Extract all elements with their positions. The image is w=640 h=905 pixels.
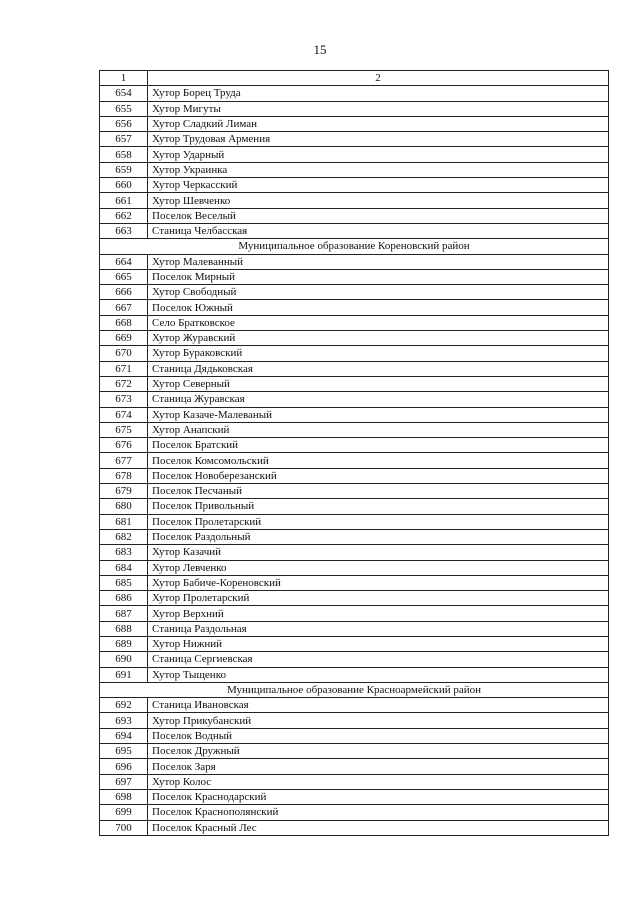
row-number: 683	[100, 545, 148, 560]
row-number: 655	[100, 101, 148, 116]
table-row	[100, 759, 609, 774]
row-number: 684	[100, 560, 148, 575]
table-row	[100, 193, 609, 208]
table-row	[100, 499, 609, 514]
settlement-name: Село Братковское	[148, 315, 609, 330]
table-row	[100, 529, 609, 544]
table-row	[100, 591, 609, 606]
row-number: 687	[100, 606, 148, 621]
row-number: 654	[100, 86, 148, 101]
settlement-name: Хутор Прикубанский	[148, 713, 609, 728]
row-number: 665	[100, 269, 148, 284]
row-number: 679	[100, 484, 148, 499]
row-number: 661	[100, 193, 148, 208]
table-row	[100, 774, 609, 789]
table-row	[100, 728, 609, 743]
settlement-name: Хутор Бабиче-Кореновский	[148, 575, 609, 590]
settlement-name: Хутор Ударный	[148, 147, 609, 162]
page-number: 15	[313, 42, 327, 57]
row-number: 698	[100, 789, 148, 804]
table-row	[100, 606, 609, 621]
settlement-name: Поселок Заря	[148, 759, 609, 774]
settlement-name: Хутор Казаче-Малеваный	[148, 407, 609, 422]
settlement-name: Хутор Нижний	[148, 636, 609, 651]
row-number: 700	[100, 820, 148, 835]
settlement-name: Хутор Казачий	[148, 545, 609, 560]
row-number: 671	[100, 361, 148, 376]
table-row	[100, 652, 609, 667]
table-row	[100, 789, 609, 804]
table-row	[100, 392, 609, 407]
row-number: 657	[100, 132, 148, 147]
row-number: 696	[100, 759, 148, 774]
table-row	[100, 254, 609, 269]
row-number: 685	[100, 575, 148, 590]
settlement-name: Хутор Колос	[148, 774, 609, 789]
table-row	[100, 744, 609, 759]
row-number: 688	[100, 621, 148, 636]
settlement-name: Хутор Левченко	[148, 560, 609, 575]
settlement-name: Поселок Водный	[148, 728, 609, 743]
row-number: 692	[100, 698, 148, 713]
table-row	[100, 285, 609, 300]
settlement-name: Станица Дядьковская	[148, 361, 609, 376]
settlements-table	[99, 70, 609, 836]
table-row	[100, 636, 609, 651]
row-number: 699	[100, 805, 148, 820]
row-number: 697	[100, 774, 148, 789]
table-row	[100, 86, 609, 101]
row-number: 691	[100, 667, 148, 682]
row-number: 693	[100, 713, 148, 728]
row-number: 689	[100, 636, 148, 651]
settlement-name: Хутор Северный	[148, 376, 609, 391]
table-row	[100, 407, 609, 422]
table-row	[100, 698, 609, 713]
table-row	[100, 361, 609, 376]
table-row	[100, 545, 609, 560]
row-number: 686	[100, 591, 148, 606]
row-number: 656	[100, 116, 148, 131]
settlement-name: Поселок Привольный	[148, 499, 609, 514]
row-number: 660	[100, 178, 148, 193]
settlement-name: Поселок Раздольный	[148, 529, 609, 544]
settlement-name: Станица Раздольная	[148, 621, 609, 636]
table-row	[100, 820, 609, 835]
table-row	[100, 208, 609, 223]
header-col-name: 2	[148, 71, 609, 86]
table-row	[100, 132, 609, 147]
table-body	[100, 71, 609, 836]
table-row	[100, 453, 609, 468]
row-number: 682	[100, 529, 148, 544]
table-row	[100, 621, 609, 636]
table-row	[100, 178, 609, 193]
settlement-name: Поселок Братский	[148, 438, 609, 453]
row-number: 681	[100, 514, 148, 529]
settlement-name: Станица Челбасская	[148, 223, 609, 238]
table-row	[100, 346, 609, 361]
row-number: 673	[100, 392, 148, 407]
settlement-name: Поселок Новоберезанский	[148, 468, 609, 483]
settlement-name: Хутор Мигуты	[148, 101, 609, 116]
settlement-name: Станица Ивановская	[148, 698, 609, 713]
section-row	[100, 682, 609, 697]
settlement-name: Станица Сергиевская	[148, 652, 609, 667]
settlement-name: Станица Журавская	[148, 392, 609, 407]
table-row	[100, 560, 609, 575]
table-row	[100, 805, 609, 820]
settlement-name: Хутор Сладкий Лиман	[148, 116, 609, 131]
table-row	[100, 422, 609, 437]
row-number: 675	[100, 422, 148, 437]
row-number: 690	[100, 652, 148, 667]
settlement-name: Хутор Украинка	[148, 162, 609, 177]
settlement-name: Хутор Свободный	[148, 285, 609, 300]
row-number: 663	[100, 223, 148, 238]
row-number: 666	[100, 285, 148, 300]
settlement-name: Хутор Трудовая Армения	[148, 132, 609, 147]
row-number: 676	[100, 438, 148, 453]
settlement-name: Поселок Пролетарский	[148, 514, 609, 529]
row-number: 670	[100, 346, 148, 361]
table-row	[100, 101, 609, 116]
table-row	[100, 575, 609, 590]
table-header-row	[100, 71, 609, 86]
settlement-name: Поселок Дружный	[148, 744, 609, 759]
settlement-name: Хутор Малеванный	[148, 254, 609, 269]
settlement-name: Хутор Тыщенко	[148, 667, 609, 682]
row-number: 678	[100, 468, 148, 483]
table-row	[100, 713, 609, 728]
row-number: 659	[100, 162, 148, 177]
table-row	[100, 331, 609, 346]
settlement-name: Поселок Песчаный	[148, 484, 609, 499]
row-number: 669	[100, 331, 148, 346]
row-number: 662	[100, 208, 148, 223]
settlement-name: Хутор Журавский	[148, 331, 609, 346]
row-number: 668	[100, 315, 148, 330]
row-number: 677	[100, 453, 148, 468]
settlement-name: Поселок Краснодарский	[148, 789, 609, 804]
settlement-name: Поселок Комсомольский	[148, 453, 609, 468]
settlement-name: Поселок Краснополянский	[148, 805, 609, 820]
row-number: 694	[100, 728, 148, 743]
table-row	[100, 300, 609, 315]
section-title: Муниципальное образование Кореновский район	[100, 239, 609, 254]
table-row	[100, 116, 609, 131]
table-row	[100, 315, 609, 330]
table-row	[100, 484, 609, 499]
table-row	[100, 162, 609, 177]
header-col-number: 1	[100, 71, 148, 86]
row-number: 658	[100, 147, 148, 162]
table-row	[100, 376, 609, 391]
table-row	[100, 514, 609, 529]
row-number: 680	[100, 499, 148, 514]
row-number: 695	[100, 744, 148, 759]
settlement-name: Хутор Черкасский	[148, 178, 609, 193]
settlement-name: Хутор Бураковский	[148, 346, 609, 361]
table-row	[100, 468, 609, 483]
settlement-name: Хутор Верхний	[148, 606, 609, 621]
settlement-name: Поселок Мирный	[148, 269, 609, 284]
settlement-name: Поселок Веселый	[148, 208, 609, 223]
table-row	[100, 667, 609, 682]
settlement-name: Хутор Борец Труда	[148, 86, 609, 101]
section-row	[100, 239, 609, 254]
settlement-name: Хутор Анапский	[148, 422, 609, 437]
row-number: 674	[100, 407, 148, 422]
table-row	[100, 223, 609, 238]
settlement-name: Хутор Шевченко	[148, 193, 609, 208]
table-row	[100, 147, 609, 162]
settlement-name: Поселок Красный Лес	[148, 820, 609, 835]
settlement-name: Поселок Южный	[148, 300, 609, 315]
settlement-name: Хутор Пролетарский	[148, 591, 609, 606]
row-number: 672	[100, 376, 148, 391]
table-row	[100, 269, 609, 284]
row-number: 667	[100, 300, 148, 315]
row-number: 664	[100, 254, 148, 269]
table-row	[100, 438, 609, 453]
section-title: Муниципальное образование Красноармейский район	[100, 682, 609, 697]
